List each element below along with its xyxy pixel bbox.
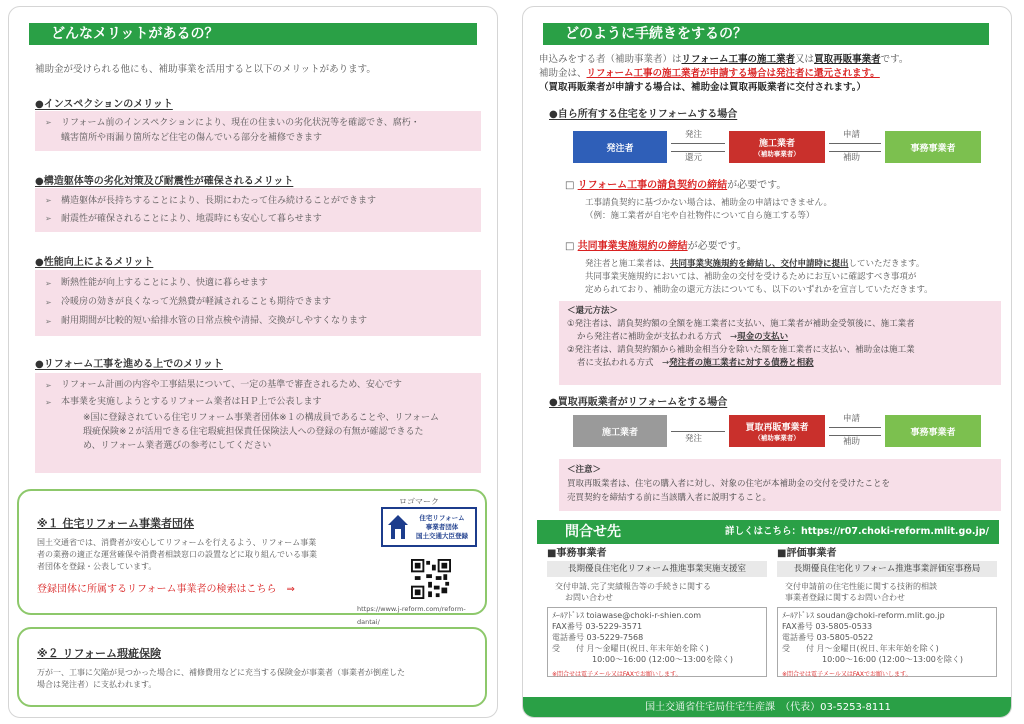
contact-admin-topic: お問い合わせ — [565, 593, 613, 602]
flow2-order-label: 発注 — [685, 434, 703, 444]
sec-reseller: ●買取再販業者がリフォームをする場合 — [549, 397, 728, 408]
contact-eval-fax: FAX番号 03-5805-0533 — [782, 622, 873, 631]
intro-text: です。 — [880, 54, 909, 65]
intro-reseller: 買取再販事業者 — [814, 54, 881, 65]
note-line: ※国に登録されている住宅リフォーム事業者団体※１の構成員であることや、リフォーム — [83, 413, 440, 423]
box-defect-insurance — [17, 627, 487, 707]
intro-contractor: リフォーム工事の施工業者 — [681, 54, 796, 65]
contact-eval-tel: 電話番号 03-5805-0522 — [782, 633, 874, 642]
logo-url[interactable]: https://www.j-reform.com/reform-dantai/ — [357, 605, 466, 626]
contact-eval-note: ※問合せは電子メール又はFAXでお願いします。 — [782, 671, 912, 678]
contact-admin-time: 10:00～16:00 (12:00～13:00を除く) — [592, 655, 734, 664]
left-panel — [8, 6, 498, 718]
sec-structure: ●構造躯体等の劣化対策及び耐震性が確保されるメリット — [35, 176, 294, 187]
return-method-title: ＜還元方法＞ — [567, 306, 619, 316]
detail-line: 共同事業実施規約においては、補助金の交付を受けるためにお互いに確認すべき事項が — [585, 272, 917, 282]
flow2-subsidy-label: 補助 — [843, 437, 861, 447]
caution-line: 売買契約を締結する前に当該購入者に説明すること。 — [567, 493, 772, 503]
search-link[interactable]: 登録団体に所属するリフォーム事業者の検索はこちら ⇒ — [37, 584, 295, 595]
check-agreement — [565, 240, 747, 253]
qr-code-icon[interactable] — [411, 559, 451, 599]
contact-eval-mail[interactable]: ﾒｰﾙｱﾄﾞﾚｽ soudan@choki-reform.mlit.go.jp — [782, 611, 945, 620]
flow1-contractor — [729, 131, 825, 163]
return-method-box — [559, 301, 1001, 385]
check-contract — [565, 179, 786, 192]
contact-bar — [537, 520, 999, 544]
contact-admin-tel: 電話番号 03-5229-7568 — [552, 633, 644, 642]
footer: 国土交通省住宅局住宅生産課 （代表）03-5253-8111 — [523, 697, 1012, 718]
caution-box — [559, 459, 1001, 511]
arrow-right — [829, 143, 881, 144]
list-item: ➢ リフォーム前のインスペクションにより、現在の住まいの劣化状況等を確認でき、腐朽・ — [45, 115, 471, 131]
box1-line: 者団体を登録・公表しています。 — [37, 562, 157, 571]
list-item: ➢ 断熱性能が向上することにより、快適に暮らせます — [45, 274, 471, 293]
contact-url[interactable]: 詳しくはこちら：https://r07.choki-reform.mlit.go.jp/ — [725, 526, 989, 537]
flow2-apply-label: 申請 — [843, 414, 861, 424]
contact-eval-topic: 事業者登録に関するお問い合わせ — [785, 593, 905, 602]
box2-text — [37, 667, 405, 691]
contact-eval-time: 10:00～16:00 (12:00～13:00を除く) — [822, 655, 964, 664]
contact-eval-hours: 受 付 月～金曜日(祝日､年末年始を除く) — [782, 644, 939, 653]
list-item: ➢ 冷暖房の効きが良くなって光熱費が軽減されることも期待できます — [45, 293, 471, 312]
reform-group-logo — [381, 507, 477, 547]
detail-line: （例：施工業者が自宅や自社物件について自ら施工する等） — [585, 211, 815, 221]
sec-reform-list — [35, 373, 481, 473]
left-title: どんなメリットがあるの？ — [29, 23, 477, 45]
sec-performance: ●性能向上によるメリット — [35, 257, 154, 268]
box-reform-groups — [17, 489, 487, 626]
flow1-apply-label: 申請 — [843, 130, 861, 140]
contact-admin-org: 長期優良住宅化リフォーム推進事業実施支援室 — [547, 561, 767, 577]
box1-line: 者の業務の適正な運営確保や消費者相談窓口の設置などに取り組んでいる事業 — [37, 550, 317, 559]
return-method-1b: から発注者に補助金が支払われる方式 → — [577, 332, 738, 342]
right-intro-2 — [539, 67, 880, 80]
contact-eval-details — [777, 607, 997, 677]
right-title: どのように手続きをするの？ — [543, 23, 989, 45]
return-method-2b: 者に支払われる方式 → — [577, 358, 670, 368]
box1-title: ※１ 住宅リフォーム事業者団体 — [37, 517, 194, 530]
flow2-admin: 事務事業者 — [885, 415, 981, 447]
box2-title: ※２ リフォーム瑕疵保険 — [37, 647, 161, 660]
logo-line: 事業者団体 — [425, 522, 459, 531]
contact-eval-topic: 交付申請前の住宅性能に関する技術的相談 — [785, 582, 937, 591]
contact-admin — [547, 547, 767, 677]
checkbox-icon: □ — [565, 180, 578, 191]
detail-line: 工事請負契約に基づかない場合は、補助金の申請はできません。 — [585, 198, 833, 208]
box1-line: 国土交通省では、消費者が安心してリフォームを行えるよう、リフォーム事業 — [37, 538, 317, 547]
intro-text: 申込みをする者（補助事業者）は — [539, 54, 682, 65]
left-intro: 補助金が受けられる他にも、補助事業を活用すると以下のメリットがあります。 — [35, 64, 376, 75]
arrow-right — [829, 427, 881, 428]
check-contract-detail — [585, 197, 832, 223]
checkbox-icon: □ — [565, 241, 578, 252]
sec-performance-list — [35, 270, 481, 336]
right-panel — [522, 6, 1012, 718]
check-contract-label: リフォーム工事の請負契約の締結 — [577, 180, 728, 191]
list-item: ➢ 構造躯体が長持ちすることにより、長期にわたって住み続けることができます — [45, 192, 471, 210]
box2-line: 万が一、工事に欠陥が見つかった場合に、補修費用などに充当する保険金が事業者（事業者が倒産した — [37, 668, 405, 677]
note-line: め、リフォーム業者選びの参考にしてください — [83, 441, 272, 451]
list-item: ➢ リフォーム計画の内容や工事結果について、一定の基準で審査されるため、安心です — [45, 377, 471, 394]
logo-line: 国土交通大臣登録 — [416, 531, 468, 540]
house-icon — [387, 513, 409, 541]
sec-inspection: ●インスペクションのメリット — [35, 99, 173, 110]
logo-caption: ロゴマーク — [399, 497, 439, 506]
flow2-contractor: 施工業者 — [573, 415, 667, 447]
list-item: ➢ 耐震性が確保されることにより、地震時にも安心して暮らせます — [45, 210, 471, 228]
contact-admin-fax: FAX番号 03-5229-3571 — [552, 622, 643, 631]
caution-line: 買取再販業者は、住宅の購入者に対し、対象の住宅が本補助金の交付を受けたことを — [567, 479, 891, 489]
right-intro-3: （買取再販業者が申請する場合は、補助金は買取再販業者に交付されます。） — [539, 82, 866, 93]
list-item: ➢ 耐用期間が比較的短い給排水管の日常点検や清掃、交換がしやすくなります — [45, 312, 471, 331]
caution-title: ＜注意＞ — [567, 465, 602, 475]
contact-admin-hours: 受 付 月～金曜日(祝日､年末年始を除く) — [552, 644, 709, 653]
return-method-2: ②発注者は、請負契約額から補助金相当分を除いた額を施工業者に支払い、補助金は施工業 — [567, 345, 915, 355]
check-text: が必要です。 — [727, 180, 787, 191]
intro-text: 又は — [795, 54, 815, 65]
intro-return: リフォーム工事の施工業者が申請する場合は発注者に還元されます。 — [586, 68, 880, 79]
intro-text: 補助金は、 — [539, 68, 587, 79]
flow1-order-label: 発注 — [685, 130, 703, 140]
flow1-return-label: 還元 — [685, 153, 703, 163]
flow2-reseller — [729, 415, 825, 447]
detail-emph: 共同事業実施規約を締結し、交付申請時に提出 — [670, 259, 849, 269]
flow1-subsidy-label: 補助 — [843, 153, 861, 163]
contact-admin-topic: 交付申請､完了実績報告等の手続きに関する — [555, 582, 711, 591]
contact-eval — [777, 547, 997, 677]
return-offset: 発注者の施工業者に対する債務と相殺 — [669, 358, 814, 368]
arrow-left — [671, 431, 725, 432]
check-agreement-label: 共同事業実施規約の締結 — [577, 241, 688, 252]
flow1-admin: 事務事業者 — [885, 131, 981, 163]
contact-eval-org: 長期優良住宅化リフォーム推進事業評価室事務局 — [777, 561, 997, 577]
sec-structure-list — [35, 188, 481, 232]
contact-admin-heading: ■事務事業者 — [547, 548, 607, 559]
flow1-contractor-sub: （補助事業者） — [754, 150, 800, 158]
contact-eval-heading: ■評価事業者 — [777, 548, 837, 559]
flow1-orderer: 発注者 — [573, 131, 667, 163]
check-text: が必要です。 — [687, 241, 747, 252]
list-item-cont: 蟻害箇所や雨漏り箇所など住宅の傷んでいる部分を補修できます — [61, 133, 323, 143]
sec-own-house: ●自ら所有する住宅をリフォームする場合 — [549, 109, 738, 120]
flow2-reseller-sub: （補助事業者） — [754, 434, 800, 442]
detail-text: していただきます。 — [848, 259, 925, 269]
sec-reform: ●リフォーム工事を進める上でのメリット — [35, 359, 223, 370]
check-agreement-detail — [585, 258, 933, 297]
return-method-1: ①発注者は、請負契約額の全額を施工業者に支払い、施工業者が補助金受領後に、施工業者 — [567, 319, 915, 329]
flow1-contractor-label: 施工業者 — [758, 139, 795, 149]
box1-text — [37, 537, 317, 573]
contact-admin-details — [547, 607, 767, 677]
logo-line: 住宅リフォーム — [419, 513, 465, 522]
note-line: 瑕疵保険※２が活用できる住宅瑕疵担保責任保険法人への登録の有無が確認できるた — [83, 427, 424, 437]
list-item: ➢ 本事業を実施しようとするリフォーム業者はＨＰ上で公表します — [45, 394, 471, 411]
detail-text: 発注者と施工業者は、 — [585, 259, 671, 269]
flow2-reseller-label: 買取再販事業者 — [745, 423, 809, 433]
sec-inspection-list — [35, 111, 481, 151]
contact-admin-note: ※問合せは電子メール又はFAXでお願いします。 — [552, 671, 682, 678]
box2-line: 場合は発注者）に支払われます。 — [37, 680, 157, 689]
right-intro-1 — [539, 53, 908, 66]
detail-line: 定められており、補助金の還元方法についても、以下のいずれかを宣言していただきます。 — [585, 285, 933, 295]
arrow-right — [671, 143, 725, 144]
contact-admin-mail[interactable]: ﾒｰﾙｱﾄﾞﾚｽ toiawase@choki-r-shien.com — [552, 611, 702, 620]
return-cash: 現金の支払い — [737, 332, 789, 342]
contact-title: 問合せ先 — [565, 524, 621, 540]
